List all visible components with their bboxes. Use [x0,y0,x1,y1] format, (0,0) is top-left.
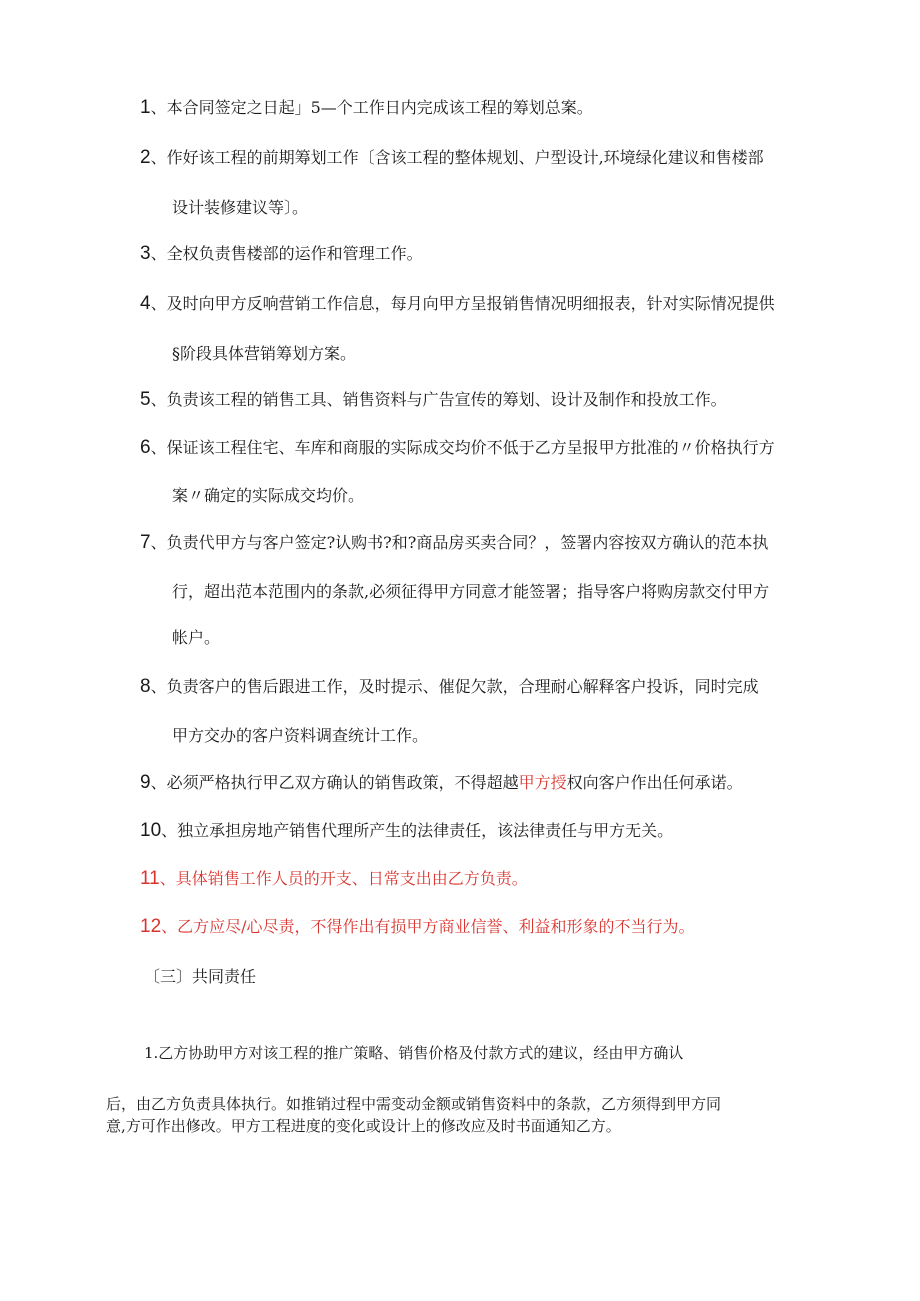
item-continuation: 甲方交办的客户资料调查统计工作。 [172,726,429,745]
item-number: 1 [140,97,151,118]
paragraph-line: 1.乙方协助甲方对该工程的推广策略、销售价格及付款方式的建议，经由甲方确认 [144,1044,684,1062]
list-item [140,294,775,314]
item-number: 5 [140,389,151,410]
item-text: 、本合同签定之日起」5—个工作日内完成该工程的筹划总案。 [150,98,593,117]
list-item [140,533,768,553]
item-text: 、具体销售工作人员的开支、日常支出由乙方负责。 [159,869,528,888]
item-text: 权向客户作出任何承诺。 [566,773,743,792]
item-number: 6 [140,437,151,458]
item-continuation: 设计装修建议等〕。 [172,198,309,217]
item-number: 7 [140,532,151,553]
item-text: 、独立承担房地产销售代理所产生的法律责任，该法律责任与甲方无关。 [161,821,674,840]
item-text: 、作好该工程的前期筹划工作〔含该工程的整体规划、户型设计,环境绿化建议和售楼部 [150,148,764,167]
item-number: 9 [140,772,151,793]
item-number: 11 [140,868,160,889]
paragraph-line: 后，由乙方负责具体执行。如推销过程中需变动金额或销售资料中的条款，乙方须得到甲方同 [106,1095,722,1113]
item-continuation: 帐户。 [172,628,221,647]
item-number: 10 [140,820,162,841]
item-number: 2 [140,147,151,168]
list-item [140,917,695,937]
item-text: 、乙方应尽/心尽责，不得作出有损甲方商业信誉、利益和形象的不当行为。 [161,917,695,936]
list-item [140,677,759,697]
paragraph-line: 意,方可作出修改。甲方工程进度的变化或设计上的修改应及时书面通知乙方。 [106,1117,621,1135]
item-text: 、保证该工程住宅、车库和商服的实际成交均价不低于乙方呈报甲方批准的〃价格执行方 [150,438,775,457]
item-text: 、及时向甲方反响营销工作信息，每月向甲方呈报销售情况明细报表，针对实际情况提供 [150,294,775,313]
list-item [140,98,593,118]
list-item [140,438,775,458]
item-continuation: §阶段具体营销筹划方案。 [172,344,357,363]
item-continuation: 案〃确定的实际成交均价。 [172,486,365,505]
list-item [140,390,727,410]
list-item [140,821,673,841]
item-number: 8 [140,676,151,697]
item-number: 4 [140,293,151,314]
list-item [140,773,743,793]
item-text: 、必须严格执行甲乙双方确认的销售政策，不得超越 [150,773,519,792]
item-text: 、负责该工程的销售工具、销售资料与广告宣传的筹划、设计及制作和投放工作。 [150,390,727,409]
item-text: 、全权负责售楼部的运作和管理工作。 [150,244,423,263]
section-heading: 〔三〕共同责任 [144,967,257,986]
list-item [140,244,423,264]
highlighted-text: 甲方授 [518,773,567,792]
item-text: 、负责客户的售后跟进工作，及时提示、催促欠款，合理耐心解释客户投诉，同时完成 [150,677,759,696]
item-continuation: 行，超出范本范围内的条款,必须征得甲方同意才能签署；指导客户将购房款交付甲方 [172,582,770,601]
list-item [140,148,764,168]
item-number: 3 [140,243,151,264]
item-number: 12 [140,916,162,937]
list-item [140,869,528,889]
item-text: 、负责代甲方与客户签定?认购书?和?商品房买卖合同？，签署内容按双方确认的范本执 [150,533,769,552]
